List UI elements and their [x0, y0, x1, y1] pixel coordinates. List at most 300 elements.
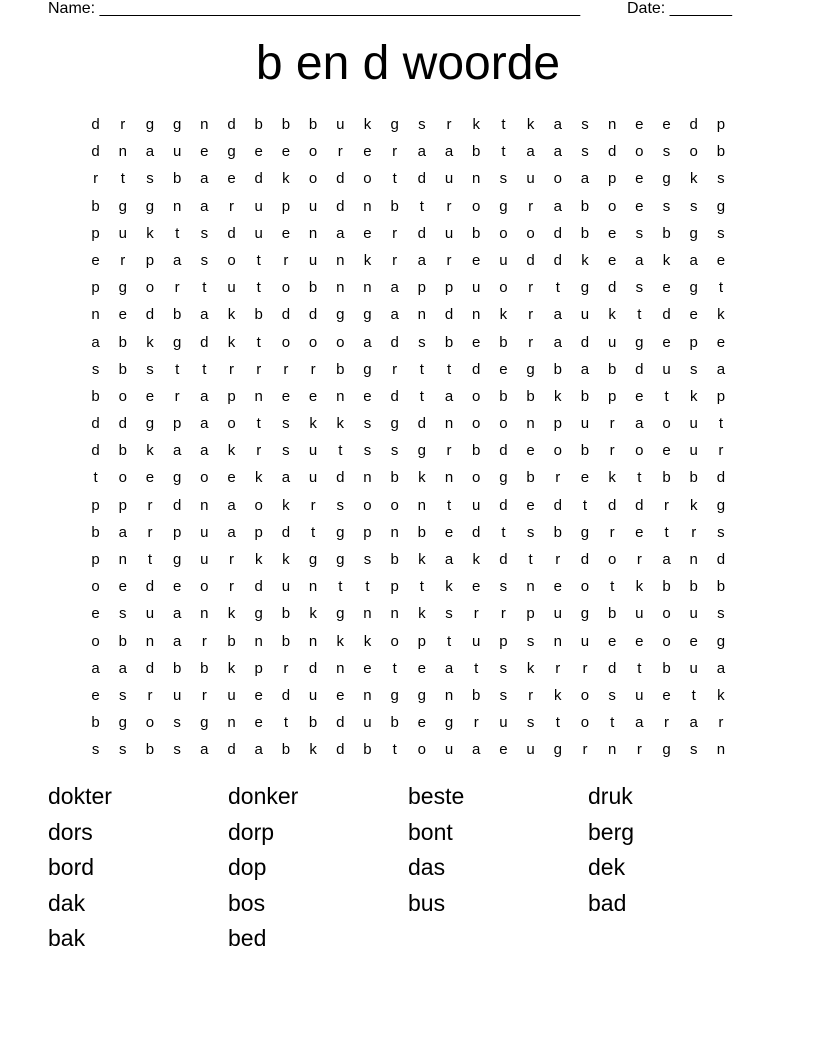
grid-cell: s [635, 224, 644, 242]
grid-cell: d [716, 551, 726, 568]
grid-cell: p [145, 251, 155, 269]
grid-cell: u [308, 251, 318, 269]
grid-cell: g [145, 197, 155, 215]
grid-cell: s [526, 523, 535, 541]
grid-cell: k [282, 551, 290, 568]
grid-cell: o [254, 496, 263, 514]
grid-cell: r [664, 496, 670, 514]
grid-cell: d [308, 659, 318, 677]
grid-cell: u [635, 605, 644, 623]
word-list-item: bad [588, 889, 627, 916]
grid-cell: e [526, 496, 535, 514]
grid-cell: b [172, 659, 182, 677]
word-list-item: druk [588, 783, 633, 809]
grid-cell: k [526, 659, 535, 677]
grid-cell: r [718, 442, 724, 460]
page-title: b en d woorde [255, 37, 561, 90]
grid-cell: b [662, 224, 671, 242]
grid-cell: k [608, 469, 616, 487]
grid-cell: n [526, 578, 535, 596]
grid-cell: e [553, 578, 562, 596]
grid-cell: b [390, 197, 399, 215]
grid-cell: b [390, 714, 399, 732]
grid-cell: t [256, 251, 261, 269]
grid-cell: r [392, 251, 398, 269]
grid-cell: s [418, 333, 426, 351]
word-list-item: dek [588, 854, 626, 881]
grid-cell: b [281, 605, 291, 623]
grid-cell: a [526, 143, 535, 161]
grid-cell: n [444, 686, 454, 704]
grid-cell: s [499, 686, 508, 704]
grid-cell: d [227, 224, 236, 242]
grid-cell: e [607, 632, 617, 650]
grid-cell: b [308, 116, 318, 133]
grid-cell: b [553, 360, 562, 378]
grid-cell: e [526, 442, 535, 460]
grid-cell: s [363, 415, 372, 433]
grid-cell: r [93, 170, 99, 188]
grid-cell: r [392, 360, 398, 378]
grid-cell: t [446, 360, 452, 378]
grid-cell: o [118, 387, 127, 405]
grid-cell: e [91, 605, 100, 623]
grid-cell: r [446, 197, 452, 215]
grid-cell: a [417, 251, 427, 269]
grid-cell: d [553, 496, 562, 514]
grid-cell: b [91, 714, 100, 732]
grid-cell: t [419, 578, 424, 596]
grid-cell: e [200, 143, 209, 161]
grid-cell: a [390, 279, 399, 297]
grid-cell: t [419, 387, 424, 405]
word-list-item: bont [408, 818, 453, 845]
grid-cell: o [145, 279, 155, 297]
grid-cell: d [472, 523, 481, 541]
grid-cell: t [256, 415, 261, 433]
grid-cell: g [716, 632, 726, 650]
grid-cell: b [472, 686, 481, 704]
grid-cell: o [472, 415, 481, 433]
grid-cell: u [526, 741, 535, 759]
grid-cell: s [499, 578, 508, 596]
grid-cell: k [689, 387, 698, 405]
grid-cell: a [635, 415, 644, 433]
grid-cell: g [308, 551, 318, 568]
grid-cell: e [363, 659, 372, 677]
grid-cell: u [444, 224, 454, 242]
grid-cell: d [336, 714, 345, 732]
grid-row [82, 168, 742, 195]
grid-cell: s [119, 741, 127, 759]
grid-cell: t [446, 496, 452, 514]
grid-cell: d [417, 224, 427, 242]
grid-cell: e [635, 632, 644, 650]
grid-cell: u [308, 686, 318, 704]
grid-cell: t [664, 523, 669, 541]
grid-cell: b [254, 116, 263, 133]
grid-cell: p [118, 496, 127, 514]
grid-cell: k [717, 686, 725, 704]
grid-cell: b [91, 523, 100, 541]
grid-cell: e [118, 306, 127, 324]
grid-cell: r [174, 279, 180, 297]
grid-cell: n [444, 469, 454, 487]
grid-cell: r [555, 469, 561, 487]
grid-cell: n [118, 551, 127, 568]
grid-cell: p [254, 523, 263, 541]
grid-cell: p [172, 415, 182, 433]
grid-cell: u [336, 116, 345, 133]
grid-cell: r [528, 333, 534, 351]
grid-cell: t [637, 306, 642, 324]
grid-cell: o [417, 741, 427, 759]
grid-cell: n [553, 632, 562, 650]
grid-cell: k [309, 741, 317, 759]
grid-cell: e [254, 686, 263, 704]
grid-cell: e [172, 578, 182, 596]
grid-cell: r [446, 442, 452, 460]
grid-cell: o [227, 415, 236, 433]
word-list-item: bord [48, 854, 95, 881]
grid-cell: o [635, 143, 644, 161]
grid-cell: t [501, 523, 506, 541]
grid-cell: g [499, 469, 508, 487]
grid-cell: u [580, 306, 590, 324]
grid-cell: a [91, 659, 100, 677]
grid-cell: e [227, 170, 236, 188]
grid-cell: a [227, 523, 236, 541]
grid-cell: e [145, 387, 155, 405]
grid-cell: b [281, 741, 291, 759]
word-list-item: berg [588, 818, 635, 845]
grid-cell: b [91, 197, 100, 215]
grid-cell: r [283, 251, 289, 269]
grid-cell: n [200, 116, 209, 133]
grid-cell: s [526, 714, 535, 732]
grid-cell: g [145, 116, 155, 133]
grid-cell: a [689, 251, 698, 269]
grid-cell: d [227, 116, 236, 133]
grid-cell: u [308, 442, 318, 460]
word-list-item: bak [48, 925, 86, 952]
grid-cell: o [689, 143, 698, 161]
grid-cell: s [717, 224, 725, 242]
grid-cell: n [417, 496, 427, 514]
grid-cell: a [200, 306, 209, 324]
grid-cell: s [119, 605, 127, 623]
grid-cell: n [607, 741, 617, 759]
grid-cell: s [499, 170, 508, 188]
grid-cell: s [581, 143, 589, 161]
grid-cell: s [581, 116, 589, 133]
grid-cell: u [200, 551, 209, 568]
grid-cell: b [172, 170, 182, 188]
word-list-item: dak [48, 889, 86, 916]
grid-row [82, 223, 742, 250]
grid-cell: k [363, 251, 372, 269]
grid-cell: d [336, 170, 345, 188]
grid-cell: e [472, 578, 481, 596]
grid-cell: e [662, 442, 671, 460]
grid-cell: g [580, 279, 590, 297]
grid-cell: u [227, 686, 236, 704]
grid-cell: o [363, 170, 372, 188]
grid-cell: e [254, 714, 263, 732]
grid-cell: e [444, 523, 454, 541]
grid-row [82, 739, 742, 766]
grid-cell: d [281, 306, 291, 324]
grid-cell: g [499, 197, 508, 215]
grid-cell: o [526, 224, 535, 242]
grid-cell: r [500, 605, 506, 623]
grid-cell: o [580, 714, 590, 732]
grid-cell: t [664, 387, 669, 405]
grid-cell: b [662, 659, 671, 677]
grid-cell: a [553, 306, 562, 324]
grid-cell: u [308, 197, 318, 215]
grid-cell: d [417, 415, 427, 433]
grid-cell: e [607, 251, 617, 269]
grid-cell: d [444, 306, 454, 324]
grid-cell: t [202, 279, 207, 297]
grid-cell: k [227, 605, 236, 623]
grid-cell: r [392, 143, 398, 161]
grid-cell: e [607, 224, 617, 242]
grid-cell: e [145, 469, 155, 487]
grid-cell: t [283, 714, 288, 732]
grid-cell: n [607, 116, 617, 133]
grid-row [82, 658, 742, 685]
grid-cell: s [390, 442, 399, 460]
grid-cell: r [528, 197, 534, 215]
word-list-item: beste [408, 783, 465, 809]
grid-cell: t [637, 469, 642, 487]
grid-cell: e [635, 116, 644, 133]
grid-cell: s [717, 605, 725, 623]
grid-cell: d [499, 551, 508, 568]
grid-cell: k [146, 333, 154, 351]
grid-cell: k [472, 551, 480, 568]
grid-cell: r [392, 224, 398, 242]
grid-cell: k [227, 306, 236, 324]
grid-cell: u [580, 415, 590, 433]
grid-cell: g [336, 551, 345, 568]
grid-cell: t [501, 116, 506, 133]
grid-cell: d [91, 442, 100, 460]
grid-cell: n [254, 632, 263, 650]
grid-cell: s [363, 442, 372, 460]
grid-cell: o [472, 197, 481, 215]
grid-cell: g [200, 714, 209, 732]
grid-cell: e [281, 387, 291, 405]
grid-cell: d [281, 686, 291, 704]
grid-cell: p [91, 279, 100, 297]
grid-cell: t [392, 170, 397, 188]
grid-cell: g [689, 279, 698, 297]
word-list-item: bed [228, 925, 267, 952]
grid-cell: k [499, 306, 508, 324]
grid-cell: a [553, 143, 562, 161]
grid-cell: r [147, 686, 153, 704]
grid-cell: t [311, 523, 316, 541]
grid-cell: o [662, 605, 671, 623]
grid-cell: s [282, 442, 290, 460]
grid-cell: a [200, 415, 209, 433]
grid-cell: b [580, 224, 590, 242]
grid-cell: a [444, 387, 454, 405]
grid-row [82, 467, 742, 494]
grid-cell: k [363, 116, 372, 133]
grid-cell: t [256, 333, 261, 351]
grid-cell: g [118, 279, 127, 297]
grid-cell: t [202, 360, 207, 378]
grid-cell: u [689, 442, 698, 460]
grid-cell: d [91, 415, 100, 433]
grid-cell: g [390, 116, 399, 133]
grid-cell: b [472, 442, 481, 460]
grid-cell: t [256, 279, 261, 297]
grid-cell: n [145, 632, 155, 650]
grid-cell: k [227, 333, 236, 351]
grid-cell: b [172, 306, 182, 324]
grid-cell: g [118, 197, 127, 215]
grid-cell: p [91, 496, 100, 514]
grid-cell: e [499, 741, 508, 759]
grid-cell: d [336, 741, 345, 759]
grid-cell: n [526, 415, 535, 433]
grid-cell: o [200, 578, 209, 596]
grid-row [82, 413, 742, 440]
grid-cell: k [282, 170, 290, 188]
grid-cell: d [390, 387, 399, 405]
grid-cell: t [419, 360, 424, 378]
grid-cell: a [172, 251, 182, 269]
grid-cell: d [607, 143, 617, 161]
grid-cell: g [336, 605, 345, 623]
grid-cell: t [718, 415, 723, 433]
grid-cell: o [390, 632, 399, 650]
grid-cell: r [473, 714, 479, 732]
grid-cell: n [308, 578, 318, 596]
grid-cell: t [147, 551, 153, 568]
word-list-item: donker [228, 783, 299, 809]
grid-cell: p [172, 523, 182, 541]
grid-cell: d [200, 333, 209, 351]
grid-cell: e [281, 224, 291, 242]
grid-cell: t [93, 469, 98, 487]
grid-cell: k [581, 251, 589, 269]
grid-cell: r [528, 306, 534, 324]
grid-cell: o [336, 333, 345, 351]
grid-cell: n [417, 306, 427, 324]
grid-cell: s [662, 197, 671, 215]
grid-cell: a [417, 143, 427, 161]
grid-cell: r [120, 116, 126, 133]
grid-cell: e [363, 143, 372, 161]
grid-cell: s [282, 415, 290, 433]
grid-cell: g [254, 605, 263, 623]
grid-cell: n [200, 605, 209, 623]
grid-cell: n [336, 387, 345, 405]
grid-cell: u [472, 496, 481, 514]
grid-cell: k [662, 251, 671, 269]
grid-cell: g [580, 605, 590, 623]
grid-cell: u [499, 251, 508, 269]
grid-cell: d [390, 333, 399, 351]
word-list-item: bus [408, 889, 446, 916]
grid-row [82, 250, 742, 277]
grid-cell: s [146, 170, 154, 188]
grid-cell: o [553, 442, 562, 460]
grid-cell: s [499, 659, 508, 677]
grid-row [82, 196, 742, 223]
grid-cell: k [418, 605, 426, 623]
grid-cell: r [582, 659, 588, 677]
word-list-item: dokter [48, 783, 112, 809]
grid-cell: r [229, 551, 235, 568]
grid-cell: e [472, 333, 481, 351]
grid-cell: e [635, 523, 644, 541]
grid-cell: t [582, 496, 588, 514]
grid-cell: d [635, 360, 644, 378]
grid-cell: t [120, 170, 125, 188]
grid-cell: b [580, 442, 590, 460]
grid-cell: k [689, 496, 698, 514]
grid-cell: e [716, 251, 726, 269]
grid-cell: g [417, 686, 427, 704]
grid-cell: r [691, 523, 697, 541]
grid-cell: t [446, 632, 452, 650]
grid-cell: a [172, 442, 182, 460]
grid-cell: o [607, 197, 617, 215]
grid-cell: k [254, 551, 263, 568]
grid-cell: n [363, 605, 372, 623]
grid-cell: g [118, 714, 127, 732]
grid-cell: d [145, 306, 155, 324]
grid-cell: o [580, 686, 590, 704]
word-list-item: das [408, 854, 446, 881]
grid-cell: r [582, 741, 588, 759]
grid-cell: s [200, 224, 209, 242]
grid-cell: o [635, 442, 644, 460]
grid-cell: d [281, 523, 291, 541]
grid-cell: b [254, 306, 263, 324]
grid-cell: s [119, 686, 127, 704]
grid-cell: e [635, 387, 644, 405]
grid-cell: d [91, 143, 100, 161]
grid-cell: a [472, 741, 481, 759]
grid-cell: p [363, 523, 372, 541]
grid-cell: a [254, 741, 263, 759]
grid-cell: u [145, 605, 155, 623]
grid-cell: d [607, 496, 617, 514]
grid-cell: e [716, 333, 726, 351]
grid-cell: r [555, 659, 561, 677]
grid-cell: r [283, 659, 289, 677]
grid-cell: g [716, 496, 726, 514]
grid-cell: p [91, 551, 100, 568]
grid-cell: p [689, 333, 698, 351]
grid-row [82, 603, 742, 630]
grid-cell: g [689, 224, 698, 242]
grid-cell: u [635, 686, 644, 704]
grid-cell: o [281, 279, 291, 297]
grid-cell: b [390, 551, 399, 568]
grid-cell: r [609, 442, 615, 460]
grid-cell: d [145, 659, 155, 677]
grid-cell: k [418, 469, 426, 487]
